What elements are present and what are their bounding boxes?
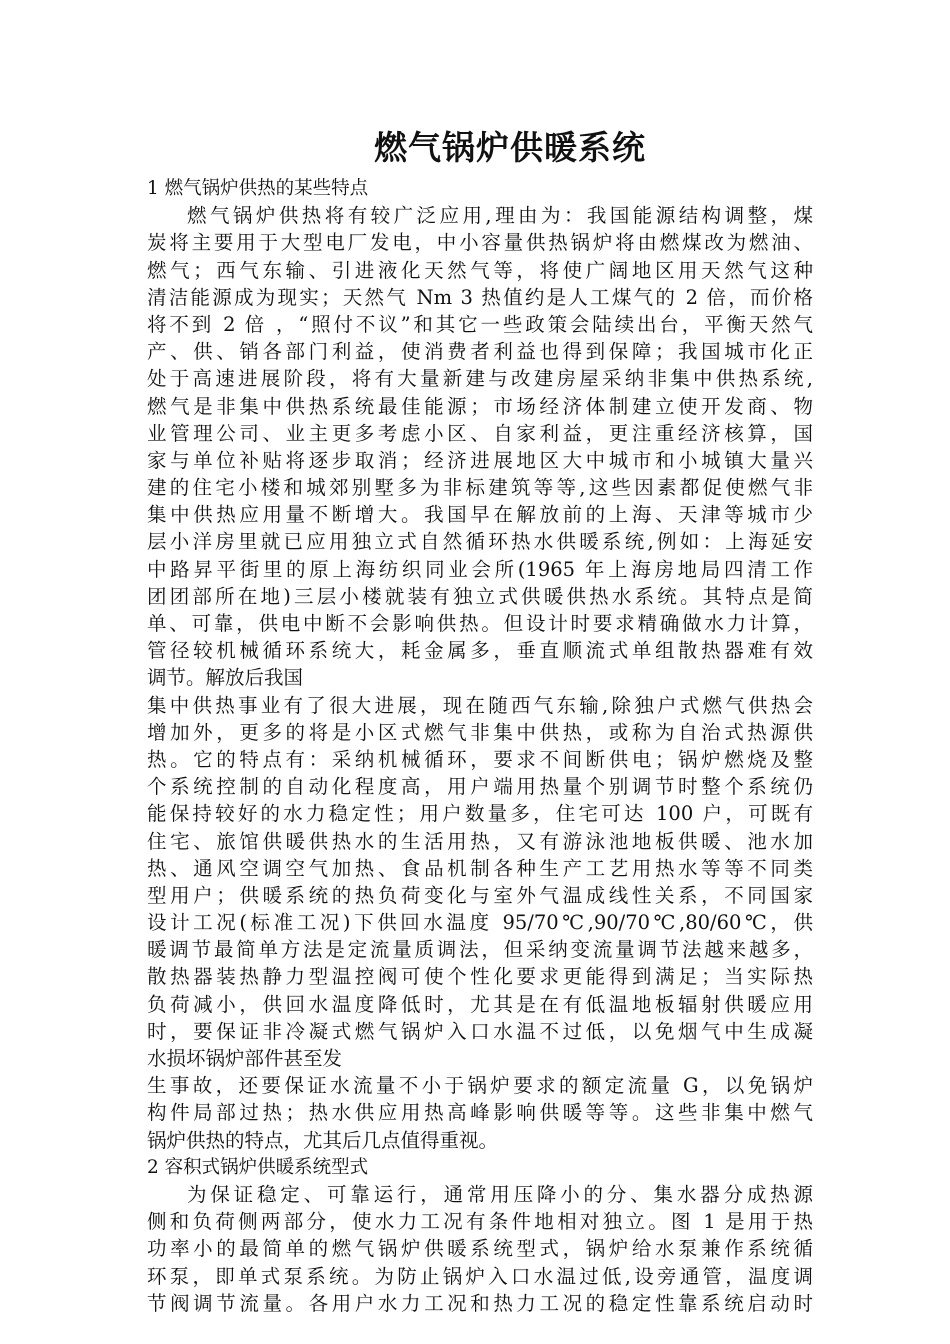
paragraph-line: 热。它的特点有：采纳机械循环，要求不间断供电；锅炉燃烧及整 [147, 747, 813, 771]
paragraph-line: 构件局部过热；热水供应用热高峰影响供暖等等。这些非集中燃气 [147, 1101, 813, 1125]
paragraph-line: 炭将主要用于大型电厂发电，中小容量供热锅炉将由燃煤改为燃油、 [147, 231, 813, 255]
paragraph-line: 集中供热应用量不断增大。我国早在解放前的上海、天津等城市少 [147, 503, 813, 527]
paragraph-line: 层小洋房里就已应用独立式自然循环热水供暖系统,例如：上海延安 [147, 530, 813, 554]
paragraph-line: 燃气；西气东输、引进液化天然气等，将使广阔地区用天然气这种 [147, 258, 813, 282]
paragraph-line: 暖调节最简单方法是定流量质调法，但采纳变流量调节法越来越多， [147, 938, 813, 962]
paragraph-line: 住宅、旅馆供暖供热水的生活用热，又有游泳池地板供暖、池水加 [147, 829, 813, 853]
paragraph-line: 家与单位补贴将逐步取消；经济进展地区大中城市和小城镇大量兴 [147, 448, 813, 472]
paragraph-line: 中路昇平街里的原上海纺织同业会所(1965 年上海房地局四清工作 [147, 557, 813, 581]
paragraph-line: 散热器装热静力型温控阀可使个性化要求更能得到满足；当实际热 [147, 965, 813, 989]
paragraph-line: 增加外，更多的将是小区式燃气非集中供热，或称为自治式热源供 [147, 720, 813, 744]
paragraph-line: 团团部所在地)三层小楼就装有独立式供暖供热水系统。其特点是简 [147, 584, 813, 608]
paragraph-line: 锅炉供热的特点，尤其后几点值得重视。 [147, 1128, 499, 1152]
paragraph-line: 水损坏锅炉部件甚至发 [147, 1047, 343, 1070]
paragraph-line: 节阀调节流量。各用户水力工况和热力工况的稳定性靠系统启动时 [147, 1291, 813, 1315]
paragraph-line: 功率小的最简单的燃气锅炉供暖系统型式，锅炉给水泵兼作系统循 [147, 1237, 813, 1261]
paragraph-line: 热、通风空调空气加热、食品机制各种生产工艺用热水等等不同类 [147, 856, 813, 880]
paragraph-line: 设计工况(标准工况)下供回水温度 95/70℃,90/70℃,80/60℃，供 [147, 911, 813, 935]
paragraph-line: 侧和负荷侧两部分，使水力工况有条件地相对独立。图 1 是用于热 [147, 1210, 813, 1234]
paragraph-line: 负荷减小，供回水温度降低时，尤其是在有低温地板辐射供暖应用 [147, 992, 813, 1016]
section-heading: 2 容积式锅炉供暖系统型式 [147, 1156, 369, 1178]
paragraph-line: 将不到 2 倍 ，“照付不议”和其它一些政策会陆续出台，平衡天然气 [147, 312, 813, 336]
paragraph-line: 集中供热事业有了很大进展，现在随西气东输,除独户式燃气供热会 [147, 693, 813, 717]
paragraph-line: 清洁能源成为现实；天然气 Nm 3 热值约是人工煤气的 2 倍，而价格 [147, 285, 813, 309]
paragraph-line: 建的住宅小楼和城郊别墅多为非标建筑等等,这些因素都促使燃气非 [147, 476, 813, 500]
paragraph-line: 能保持较好的水力稳定性；用户数量多，住宅可达 100 户，可既有 [147, 802, 813, 826]
paragraph-line: 环泵，即单式泵系统。为防止锅炉入口水温过低,设旁通管，温度调 [147, 1264, 813, 1288]
paragraph-line: 为保证稳定、可靠运行，通常用压降小的分、集水器分成热源 [187, 1182, 813, 1206]
paragraph-line: 个系统控制的自动化程度高，用户端用热量个别调节时整个系统仍 [147, 775, 813, 799]
paragraph-line: 管径较机械循环系统大，耗金属多，垂直顺流式单组散热器难有效 [147, 639, 813, 663]
paragraph-line: 燃气锅炉供热将有较广泛应用,理由为：我国能源结构调整，煤 [187, 204, 813, 228]
paragraph-line: 型用户；供暖系统的热负荷变化与室外气温成线性关系，不同国家 [147, 883, 813, 907]
paragraph-line: 产、供、销各部门利益，使消费者利益也得到保障；我国城市化正 [147, 340, 813, 364]
document-title: 燃气锅炉供暖系统 [374, 128, 646, 167]
paragraph-line: 业管理公司、业主更多考虑小区、自家利益，更注重经济核算，国 [147, 421, 813, 445]
document-body [147, 175, 813, 1317]
paragraph-line: 生事故，还要保证水流量不小于锅炉要求的额定流量 G，以免锅炉 [147, 1074, 813, 1098]
paragraph-line: 处于高速进展阶段，将有大量新建与改建房屋采纳非集中供热系统, [147, 367, 813, 391]
paragraph-line: 调节。解放后我国 [147, 666, 304, 690]
paragraph-line: 时，要保证非冷凝式燃气锅炉入口水温不过低，以免烟气中生成凝 [147, 1019, 813, 1043]
paragraph-line: 燃气是非集中供热系统最佳能源；市场经济体制建立使开发商、物 [147, 394, 813, 418]
section-heading: 1 燃气锅炉供热的某些特点 [147, 178, 369, 199]
paragraph-line: 单、可靠，供电中断不会影响供热。但设计时要求精确做水力计算， [147, 612, 813, 635]
